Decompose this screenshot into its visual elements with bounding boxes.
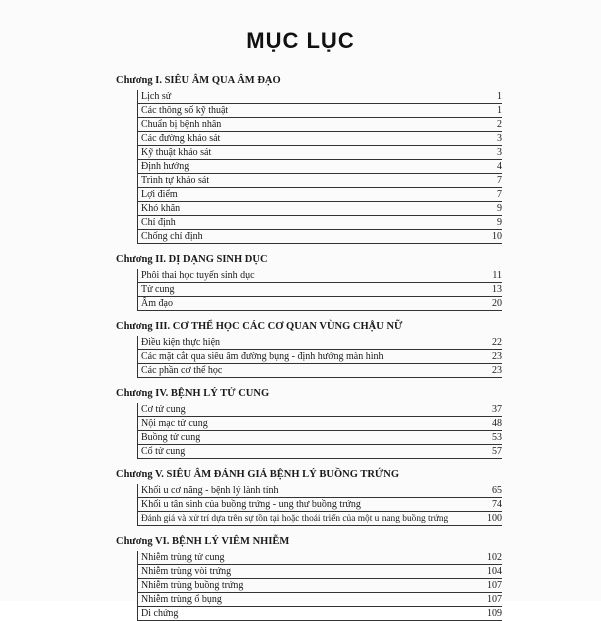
chapter-2 [116, 253, 502, 311]
toc-entry-page: 22 [492, 337, 502, 348]
toc-entry [137, 216, 502, 230]
toc-entry-label: Cơ tử cung [141, 404, 186, 415]
toc-entry-page: 104 [487, 566, 502, 577]
toc-entry-label: Khối u cơ năng - bệnh lý lành tính [141, 485, 279, 496]
toc-entry-page: 9 [497, 203, 502, 214]
toc-entry-label: Nội mạc tử cung [141, 418, 208, 429]
toc-entry [137, 579, 502, 593]
toc-entry [137, 104, 502, 118]
toc-entry-label: Nhiễm trùng vòi trứng [141, 566, 232, 577]
toc-entry-page: 57 [492, 446, 502, 457]
toc-entry-label: Định hướng [141, 161, 190, 172]
toc-entry-page: 9 [497, 217, 502, 228]
toc-entry-page: 20 [492, 298, 502, 309]
toc-entry [137, 551, 502, 565]
toc-entry [137, 565, 502, 579]
toc-entry-page: 74 [492, 499, 502, 510]
toc-entry-label: Phôi thai học tuyến sinh dục [141, 270, 255, 281]
toc-entry [137, 350, 502, 364]
toc-entry-page: 100 [487, 513, 502, 524]
chapter-5 [116, 468, 502, 526]
toc-entry [137, 364, 502, 378]
toc-entry-page: 11 [492, 270, 502, 281]
toc-entry-page: 48 [492, 418, 502, 429]
toc-entry-label: Các thông số kỹ thuật [141, 105, 229, 116]
toc-entry-label: Di chứng [141, 608, 179, 619]
chapter-title: Chương V. SIÊU ÂM ĐÁNH GIÁ BỆNH LÝ BUỒNG TRỨNG [116, 469, 400, 480]
toc-entry-label: Chỉ định [141, 217, 176, 228]
toc-entry [137, 417, 502, 431]
toc-entry-label: Chuẩn bị bệnh nhân [141, 119, 222, 130]
toc-entry-page: 7 [497, 175, 502, 186]
toc-entry-page: 3 [497, 147, 502, 158]
toc-entry-page: 3 [497, 133, 502, 144]
toc-entry-label: Nhiễm trùng buồng trứng [141, 580, 244, 591]
toc-entry-label: Đánh giá và xử trí dựa trên sự tồn tại hoặc thoái triển của một u nang buồng trứng [141, 514, 449, 524]
toc-entry-label: Nhiễm trùng ổ bụng [141, 594, 222, 605]
toc-entry-label: Điều kiện thực hiện [141, 337, 221, 348]
toc-entry [137, 90, 502, 104]
chapter-title: Chương II. DỊ DẠNG SINH DỤC [116, 254, 268, 265]
toc-entry [137, 202, 502, 216]
chapter-3 [116, 320, 502, 378]
toc-entry-label: Cổ tử cung [141, 446, 186, 457]
toc-entry-label: Lợi điểm [141, 189, 178, 200]
toc-entry-label: Các đường khảo sát [141, 133, 221, 144]
toc-entry-label: Kỹ thuật khảo sát [141, 147, 212, 158]
toc-entry [137, 283, 502, 297]
chapter-1 [116, 74, 502, 244]
toc-entry [137, 230, 502, 244]
toc-entry-page: 1 [497, 105, 502, 116]
toc-entry-page: 107 [487, 594, 502, 605]
toc-entry-page: 10 [492, 231, 502, 242]
toc-entry-label: Chống chỉ định [141, 231, 203, 242]
chapter-title: Chương I. SIÊU ÂM QUA ÂM ĐẠO [116, 75, 281, 86]
toc-entry [137, 118, 502, 132]
toc-entry-label: Buồng tử cung [141, 432, 201, 443]
toc-entry-page: 53 [492, 432, 502, 443]
chapter-title: Chương IV. BỆNH LÝ TỬ CUNG [116, 388, 270, 399]
toc-entry [137, 593, 502, 607]
toc-entry-page: 65 [492, 485, 502, 496]
toc-entry [137, 297, 502, 311]
toc-entry-label: Tử cung [141, 284, 175, 295]
toc-entry [137, 512, 502, 526]
toc-entry-label: Lịch sử [141, 91, 172, 102]
toc-entry [137, 188, 502, 202]
chapter-title: Chương VI. BỆNH LÝ VIÊM NHIỄM [116, 536, 290, 547]
toc-entry [137, 403, 502, 417]
chapter-4 [116, 387, 502, 459]
toc-entry [137, 498, 502, 512]
toc-entry-label: Nhiễm trùng tử cung [141, 552, 225, 563]
chapter-title: Chương III. CƠ THỂ HỌC CÁC CƠ QUAN VÙNG CHẬU NỮ [116, 321, 403, 332]
toc-entry-label: Các phần cơ thể học [141, 365, 223, 376]
toc-entry-page: 23 [492, 351, 502, 362]
toc-entry-page: 13 [492, 284, 502, 295]
toc-entry-page: 102 [487, 552, 502, 563]
toc-entry-page: 37 [492, 404, 502, 415]
toc-entry-page: 109 [487, 608, 502, 619]
toc-entry [137, 336, 502, 350]
toc-entry-page: 2 [497, 119, 502, 130]
toc-entry-label: Âm đạo [141, 298, 173, 309]
toc-entry [137, 132, 502, 146]
chapter-6 [116, 535, 502, 621]
toc-entry-page: 107 [487, 580, 502, 591]
toc-entry [137, 607, 502, 621]
toc-entry [137, 160, 502, 174]
toc-entry [137, 484, 502, 498]
toc-entry-page: 23 [492, 365, 502, 376]
toc-entry [137, 269, 502, 283]
toc-entry-page: 1 [497, 91, 502, 102]
toc-entry-label: Khó khăn [141, 203, 181, 214]
toc-entry-page: 7 [497, 189, 502, 200]
toc-entry-label: Trình tự khảo sát [141, 175, 210, 186]
toc-entry-label: Khối u tân sinh của buồng trứng - ung thư buồng trứng [141, 499, 361, 510]
page-title: MỤC LỤC [246, 28, 355, 53]
toc-entry [137, 445, 502, 459]
table-of-contents [116, 74, 502, 621]
toc-entry-page: 4 [497, 161, 502, 172]
toc-entry [137, 146, 502, 160]
toc-entry-label: Các mặt cắt qua siêu âm đường bụng - định hướng màn hình [141, 351, 384, 362]
toc-entry [137, 431, 502, 445]
toc-entry [137, 174, 502, 188]
